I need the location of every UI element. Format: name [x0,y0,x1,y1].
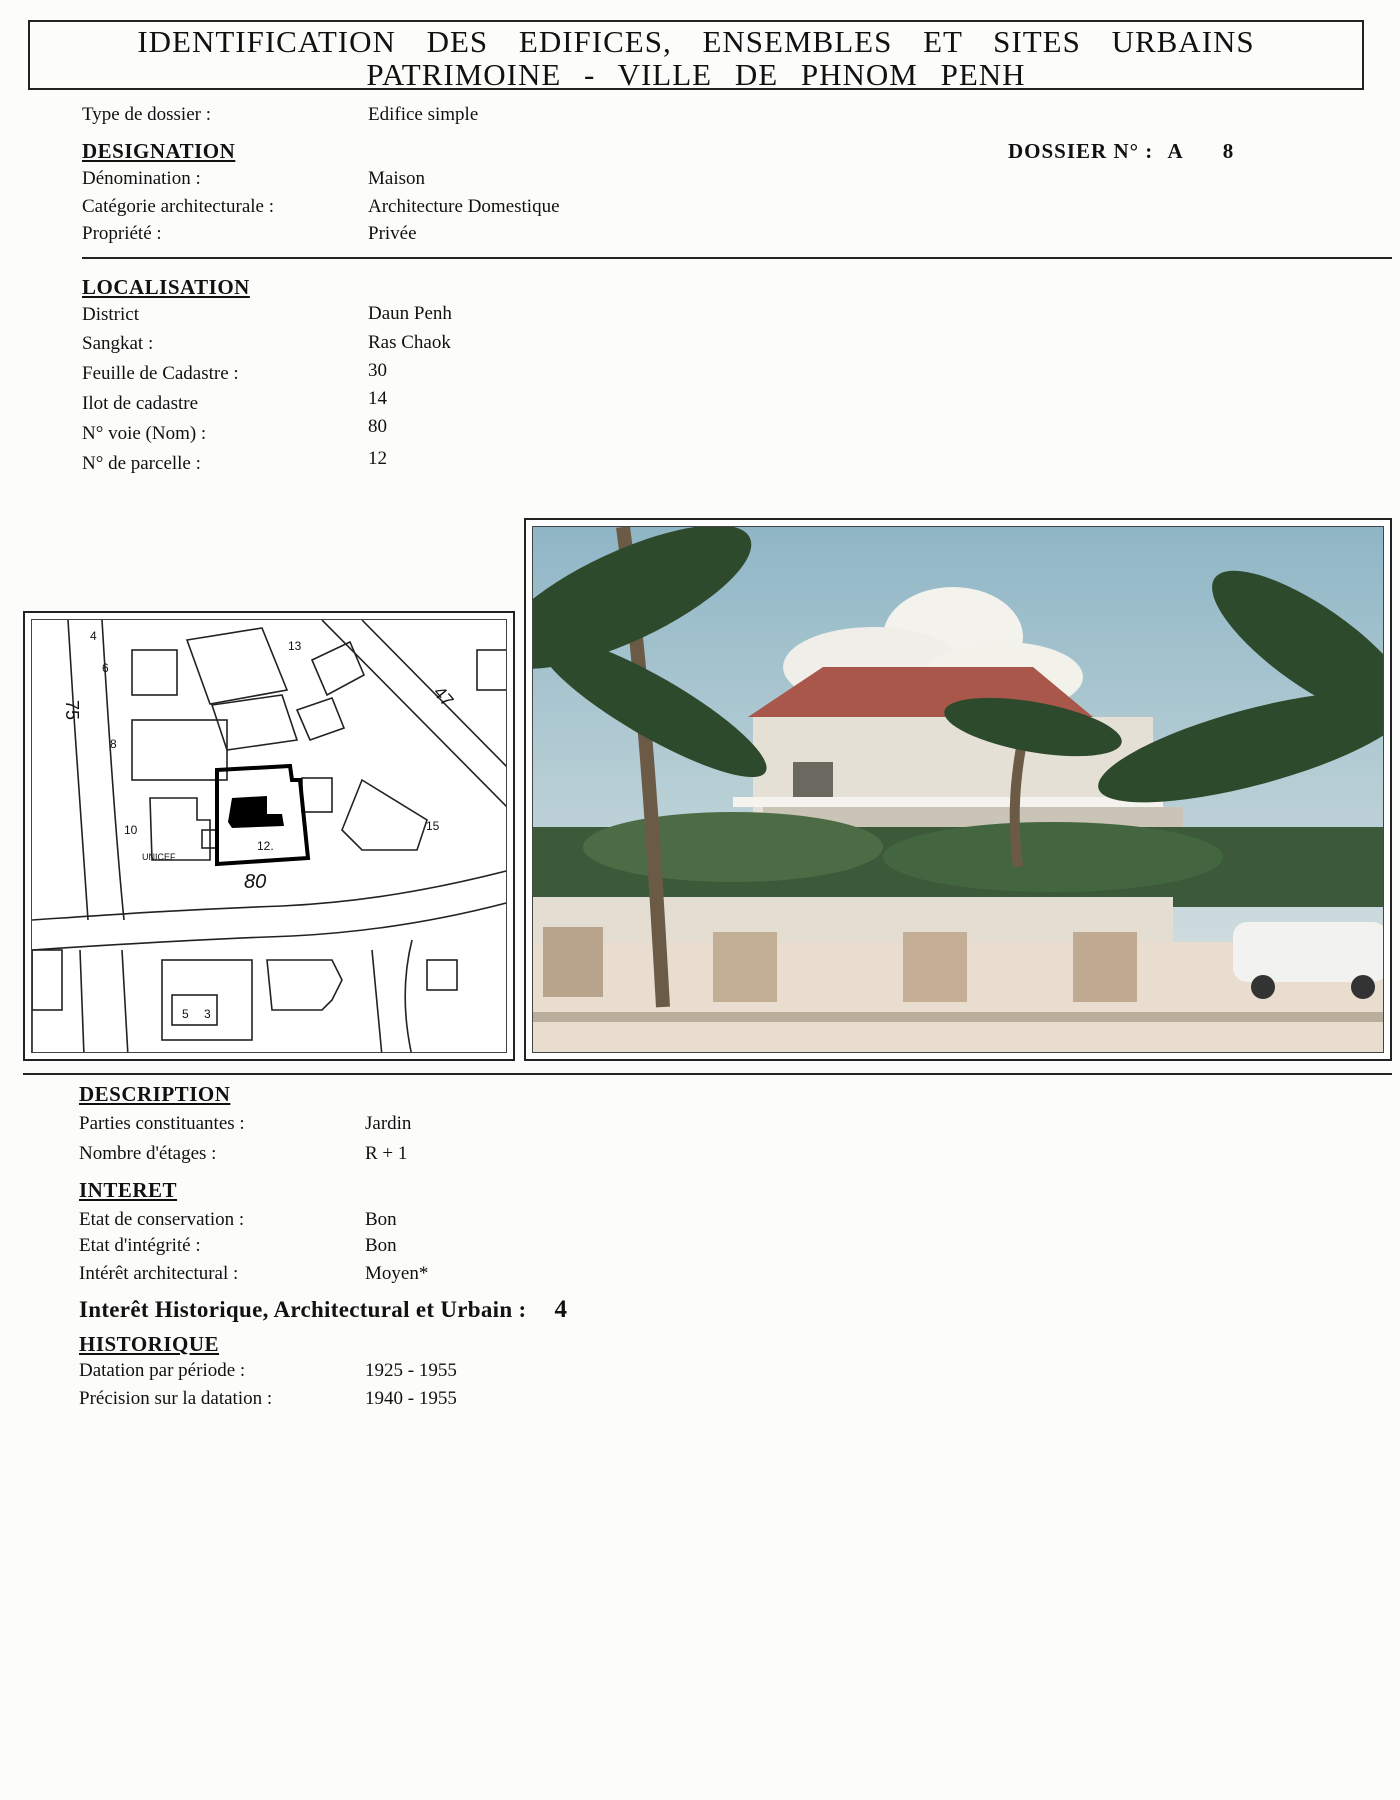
svg-text:47: 47 [429,682,458,711]
parties-value: Jardin [365,1113,412,1134]
interet-summary-label: Interêt Historique, Architectural et Urbain : [79,1297,527,1322]
type-dossier-label: Type de dossier : [82,104,212,125]
svg-text:10: 10 [124,823,138,837]
building-photo-image [533,527,1384,1053]
conservation-label: Etat de conservation : [79,1209,245,1230]
svg-text:UNICEF: UNICEF [142,852,176,862]
cadastral-map-frame [23,611,515,1061]
interet-architectural-label: Intérêt architectural : [79,1263,239,1284]
parcelle-label: N° de parcelle : [82,453,201,474]
propriete-label: Propriété : [82,223,162,244]
interet-summary-value: 4 [554,1296,568,1323]
district-value: Daun Penh [368,303,452,324]
dossier-label: DOSSIER N° : [1008,139,1154,163]
categorie-value: Architecture Domestique [368,196,560,217]
voie-label: N° voie (Nom) : [82,423,207,444]
precision-datation-label: Précision sur la datation : [79,1388,273,1409]
feuille-cadastre-label: Feuille de Cadastre : [82,363,239,384]
cadastral-map [31,619,507,1053]
document-title-line1: IDENTIFICATION DES EDIFICES, ENSEMBLES ET SITES URBAINS [137,24,1255,59]
ilot-cadastre-value: 14 [368,388,387,409]
svg-text:5: 5 [182,1007,189,1021]
ilot-cadastre-label: Ilot de cadastre [82,393,199,414]
interet-heading: INTERET [79,1178,178,1202]
building-photo [532,526,1384,1053]
integrite-value: Bon [365,1235,397,1256]
cadastral-map-drawing [32,620,507,1053]
district-label: District [82,304,139,325]
svg-text:12.: 12. [257,839,274,853]
sangkat-label: Sangkat : [82,333,154,354]
precision-datation-value: 1940 - 1955 [365,1388,457,1409]
svg-text:3: 3 [204,1007,211,1021]
historique-heading: HISTORIQUE [79,1332,219,1356]
interet-summary [79,1296,567,1324]
building-photo-frame [524,518,1392,1061]
divider-designation [82,257,1392,259]
dossier-number [1008,139,1234,164]
interet-architectural-value: Moyen* [365,1263,429,1284]
type-dossier-value: Edifice simple [368,104,479,125]
propriete-value: Privée [368,223,417,244]
dossier-letter: A [1167,139,1183,163]
datation-periode-value: 1925 - 1955 [365,1360,457,1381]
dossier-digit: 8 [1222,139,1235,163]
divider-photos [23,1073,1392,1075]
categorie-label: Catégorie architecturale : [82,196,275,217]
svg-text:75: 75 [62,700,82,721]
localisation-heading: LOCALISATION [82,275,250,299]
etages-value: R + 1 [365,1143,408,1164]
svg-text:8: 8 [110,737,117,751]
parties-label: Parties constituantes : [79,1113,245,1134]
denomination-label: Dénomination : [82,168,201,189]
svg-text:80: 80 [244,871,267,893]
designation-heading: DESIGNATION [82,139,236,163]
feuille-cadastre-value: 30 [368,360,387,381]
voie-value: 80 [368,416,387,437]
svg-text:4: 4 [90,629,97,643]
parcelle-value: 12 [368,448,387,469]
sangkat-value: Ras Chaok [368,332,451,353]
etages-label: Nombre d'étages : [79,1143,217,1164]
document-title-box [28,20,1364,90]
datation-periode-label: Datation par période : [79,1360,246,1381]
svg-text:6: 6 [102,661,109,675]
document-title-line2: PATRIMOINE - VILLE DE PHNOM PENH [366,57,1026,92]
svg-text:13: 13 [288,639,302,653]
denomination-value: Maison [368,168,425,189]
conservation-value: Bon [365,1209,397,1230]
integrite-label: Etat d'intégrité : [79,1235,201,1256]
description-heading: DESCRIPTION [79,1082,231,1106]
svg-text:15: 15 [426,819,440,833]
